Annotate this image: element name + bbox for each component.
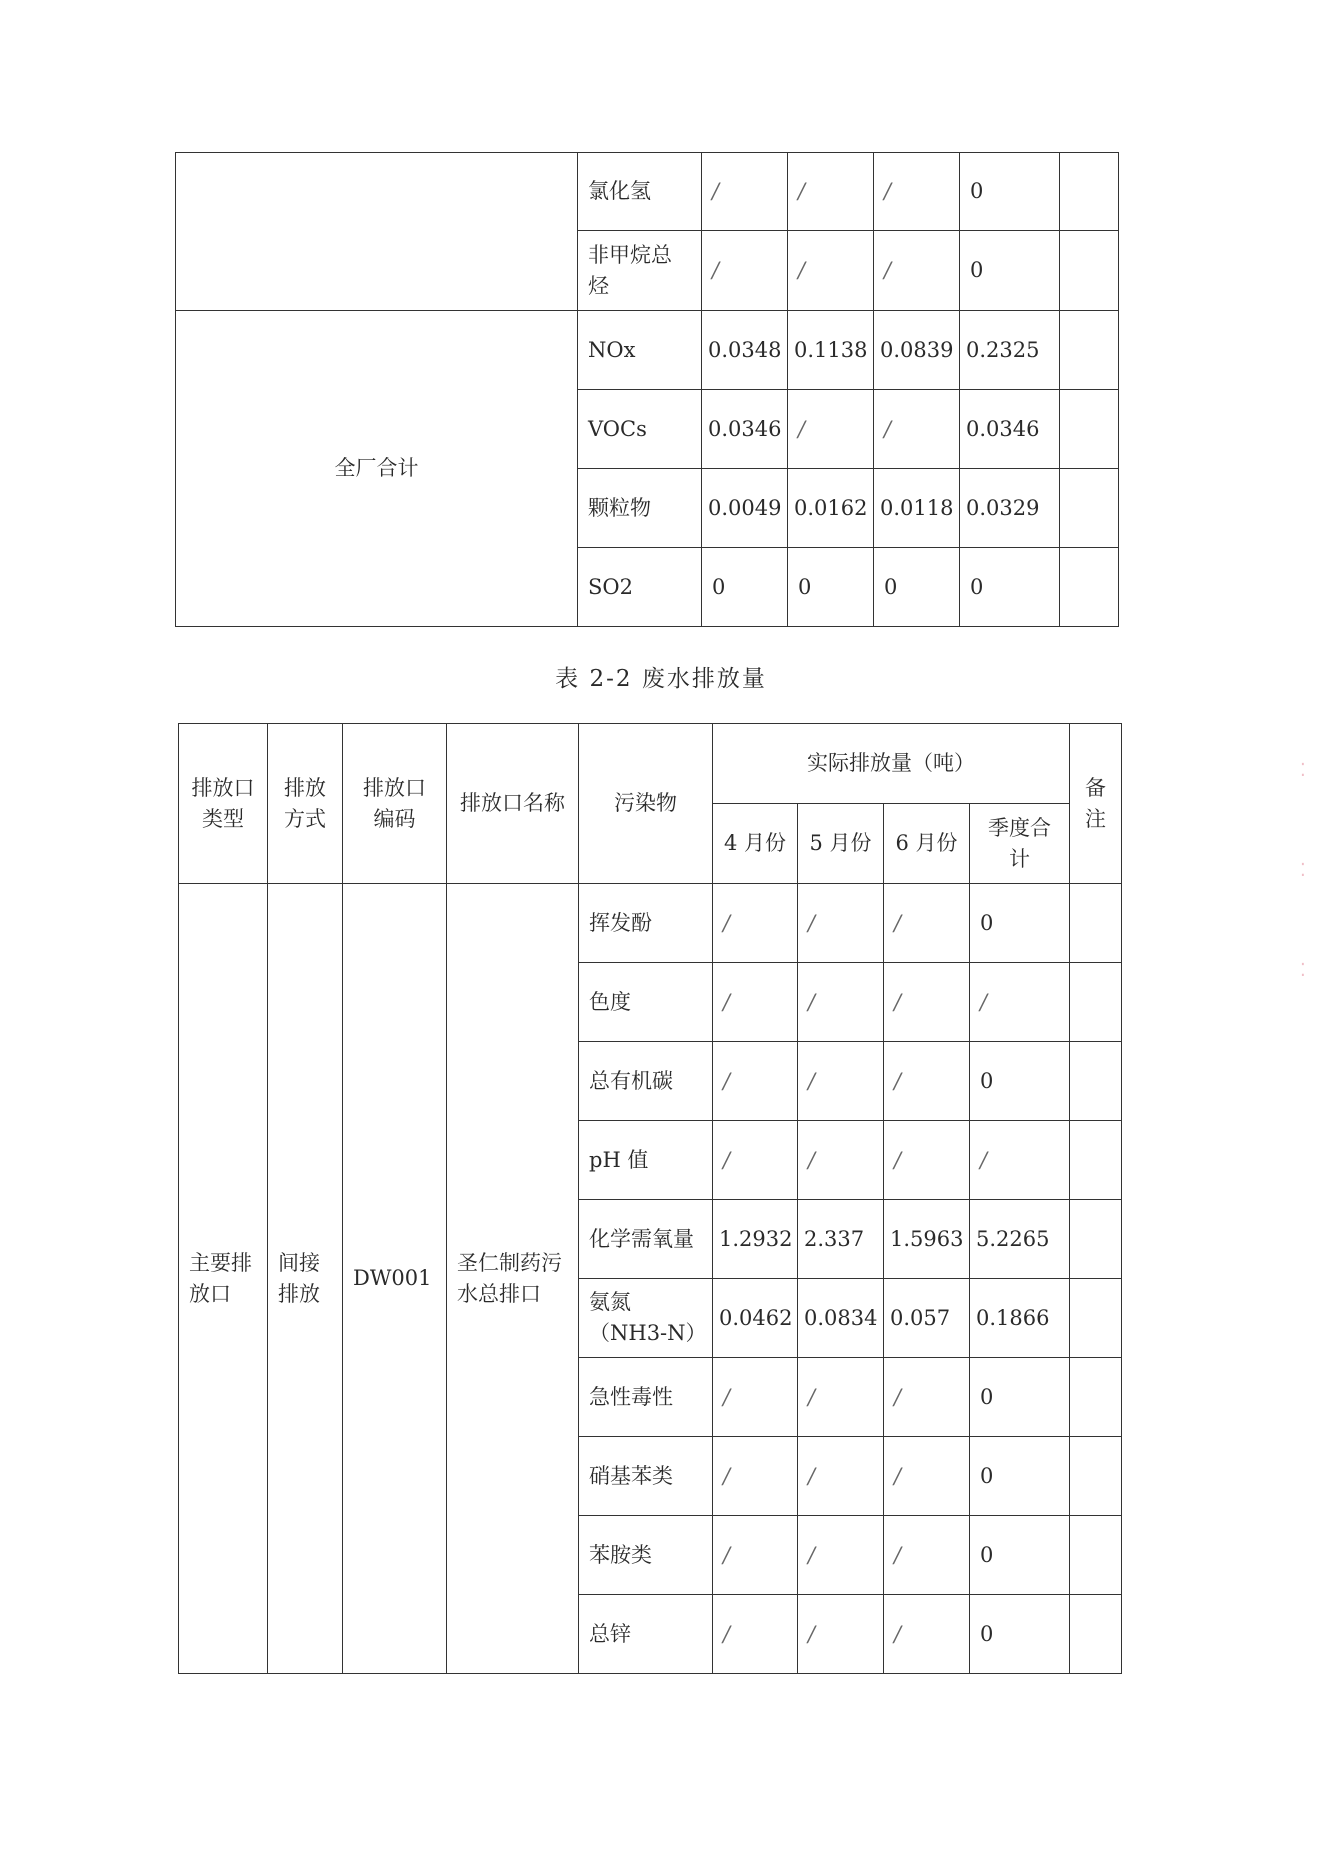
- may-cell: /: [798, 963, 884, 1042]
- june-cell: 0.0118: [874, 469, 960, 548]
- june-cell: /: [874, 153, 960, 231]
- may-cell: /: [798, 1595, 884, 1674]
- april-cell: /: [713, 1042, 798, 1121]
- quarter-total-cell: 0: [960, 231, 1060, 311]
- may-cell: 0: [788, 548, 874, 627]
- header-pollutant: 污染物: [579, 724, 713, 884]
- table-row: [176, 153, 1119, 231]
- april-cell: 0: [702, 548, 788, 627]
- note-cell: [1060, 548, 1119, 627]
- quarter-total-cell: /: [970, 1121, 1070, 1200]
- may-cell: /: [798, 1358, 884, 1437]
- note-cell: [1070, 1121, 1122, 1200]
- note-cell: [1060, 231, 1119, 311]
- pollutant-cell: 色度: [579, 963, 713, 1042]
- quarter-total-cell: 0: [970, 884, 1070, 963]
- header-outlet-name: 排放口名称: [447, 724, 579, 884]
- header-may: 5 月份: [798, 804, 884, 884]
- april-cell: 0.0348: [702, 311, 788, 390]
- header-code: 排放口编码: [343, 724, 447, 884]
- june-cell: /: [884, 1516, 970, 1595]
- april-cell: /: [713, 1121, 798, 1200]
- note-cell: [1070, 1200, 1122, 1279]
- header-method: 排放方式: [268, 724, 343, 884]
- pollutant-cell: 挥发酚: [579, 884, 713, 963]
- june-cell: 0.0839: [874, 311, 960, 390]
- may-cell: /: [798, 1042, 884, 1121]
- quarter-total-cell: 0: [970, 1595, 1070, 1674]
- pollutant-cell: 总有机碳: [579, 1042, 713, 1121]
- note-cell: [1070, 1437, 1122, 1516]
- quarter-total-cell: /: [970, 963, 1070, 1042]
- scan-mark: ⁚: [1300, 960, 1306, 981]
- may-cell: 0.0162: [788, 469, 874, 548]
- june-cell: /: [884, 1358, 970, 1437]
- note-cell: [1070, 884, 1122, 963]
- quarter-total-cell: 0: [970, 1358, 1070, 1437]
- table-caption: 表 2-2 废水排放量: [555, 666, 767, 692]
- may-cell: /: [788, 153, 874, 231]
- note-cell: [1070, 1516, 1122, 1595]
- pollutant-cell: 总锌: [579, 1595, 713, 1674]
- wastewater-table: [178, 723, 1122, 1674]
- april-cell: /: [713, 1516, 798, 1595]
- may-cell: /: [788, 390, 874, 469]
- june-cell: /: [884, 1437, 970, 1516]
- header-june: 6 月份: [884, 804, 970, 884]
- discharge-method-cell: 间接排放: [268, 884, 343, 1674]
- quarter-total-cell: 0.2325: [960, 311, 1060, 390]
- air-emission-table: [175, 152, 1119, 627]
- header-quarter-total: 季度合计: [970, 804, 1070, 884]
- quarter-total-cell: 0.1866: [970, 1279, 1070, 1358]
- april-cell: /: [702, 153, 788, 231]
- pollutant-cell: NOx: [578, 311, 702, 390]
- pollutant-cell: 氨氮（NH3-N）: [579, 1279, 713, 1358]
- scan-mark: ⁚: [1300, 760, 1306, 781]
- outlet-name-cell: 圣仁制药污水总排口: [447, 884, 579, 1674]
- may-cell: 0.1138: [788, 311, 874, 390]
- pollutant-cell: pH 值: [579, 1121, 713, 1200]
- june-cell: /: [884, 884, 970, 963]
- april-cell: 0.0346: [702, 390, 788, 469]
- may-cell: /: [798, 1121, 884, 1200]
- quarter-total-cell: 0.0329: [960, 469, 1060, 548]
- quarter-total-cell: 5.2265: [970, 1200, 1070, 1279]
- may-cell: 0.0834: [798, 1279, 884, 1358]
- note-cell: [1060, 469, 1119, 548]
- april-cell: 0.0462: [713, 1279, 798, 1358]
- pollutant-cell: 化学需氧量: [579, 1200, 713, 1279]
- june-cell: /: [874, 231, 960, 311]
- april-cell: /: [713, 1437, 798, 1516]
- note-cell: [1070, 1358, 1122, 1437]
- table-row: [179, 884, 1122, 963]
- april-cell: 1.2932: [713, 1200, 798, 1279]
- quarter-total-cell: 0: [960, 548, 1060, 627]
- quarter-total-cell: 0.0346: [960, 390, 1060, 469]
- pollutant-cell: SO2: [578, 548, 702, 627]
- blank-group-cell: [176, 153, 578, 311]
- june-cell: 1.5963: [884, 1200, 970, 1279]
- outlet-code-cell: DW001: [343, 884, 447, 1674]
- april-cell: /: [713, 1595, 798, 1674]
- note-cell: [1060, 390, 1119, 469]
- outlet-type-cell: 主要排放口: [179, 884, 268, 1674]
- june-cell: /: [884, 1121, 970, 1200]
- header-actual-amount: 实际排放量（吨）: [713, 724, 1070, 804]
- pollutant-cell: 非甲烷总烃: [578, 231, 702, 311]
- pollutant-cell: 硝基苯类: [579, 1437, 713, 1516]
- note-cell: [1070, 1279, 1122, 1358]
- quarter-total-cell: 0: [970, 1516, 1070, 1595]
- april-cell: 0.0049: [702, 469, 788, 548]
- pollutant-cell: 急性毒性: [579, 1358, 713, 1437]
- note-cell: [1070, 1042, 1122, 1121]
- pollutant-cell: 氯化氢: [578, 153, 702, 231]
- note-cell: [1070, 963, 1122, 1042]
- pollutant-cell: VOCs: [578, 390, 702, 469]
- header-outlet-type: 排放口类型: [179, 724, 268, 884]
- april-cell: /: [713, 1358, 798, 1437]
- april-cell: /: [713, 884, 798, 963]
- may-cell: /: [788, 231, 874, 311]
- may-cell: /: [798, 884, 884, 963]
- quarter-total-cell: 0: [970, 1437, 1070, 1516]
- note-cell: [1060, 311, 1119, 390]
- may-cell: /: [798, 1516, 884, 1595]
- pollutant-cell: 苯胺类: [579, 1516, 713, 1595]
- quarter-total-cell: 0: [970, 1042, 1070, 1121]
- june-cell: /: [874, 390, 960, 469]
- june-cell: /: [884, 1042, 970, 1121]
- table-row: [176, 311, 1119, 390]
- scan-mark: ⁚: [1300, 860, 1306, 881]
- april-cell: /: [713, 963, 798, 1042]
- april-cell: /: [702, 231, 788, 311]
- june-cell: 0.057: [884, 1279, 970, 1358]
- june-cell: /: [884, 963, 970, 1042]
- group-label: 全厂合计: [176, 311, 578, 627]
- june-cell: /: [884, 1595, 970, 1674]
- note-cell: [1070, 1595, 1122, 1674]
- june-cell: 0: [874, 548, 960, 627]
- note-cell: [1060, 153, 1119, 231]
- may-cell: /: [798, 1437, 884, 1516]
- header-april: 4 月份: [713, 804, 798, 884]
- quarter-total-cell: 0: [960, 153, 1060, 231]
- may-cell: 2.337: [798, 1200, 884, 1279]
- header-note: 备注: [1070, 724, 1122, 884]
- pollutant-cell: 颗粒物: [578, 469, 702, 548]
